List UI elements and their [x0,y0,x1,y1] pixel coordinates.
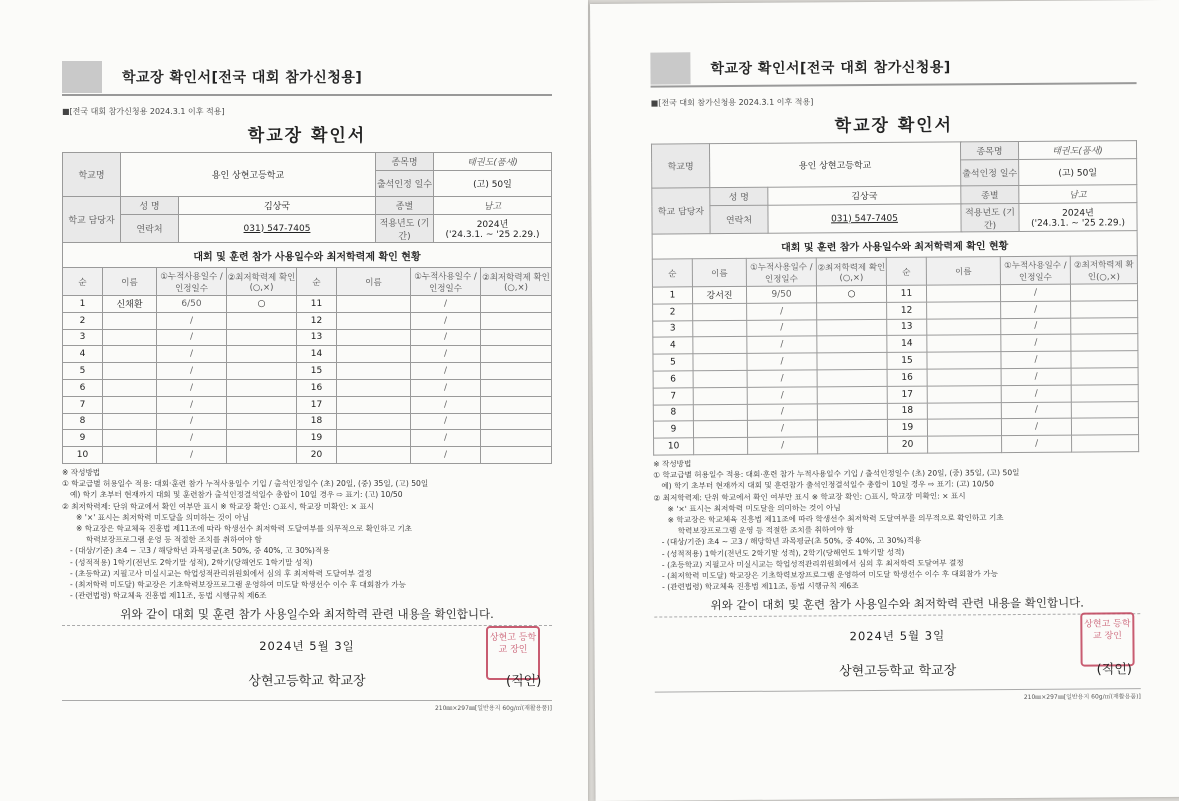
row-name [337,396,411,413]
row-days: / [157,430,227,447]
row-number: 9 [653,421,693,438]
info-table [62,152,552,243]
row-check [481,430,552,447]
row-check [818,437,888,454]
row-name [694,438,748,455]
document-right-content [650,48,1141,704]
row-check [481,447,552,464]
row-number: 10 [63,447,103,464]
school-name: 용인 상현고등학교 [709,142,960,188]
document-right [590,0,1179,801]
doc-title: 학교장 확인서 [247,126,367,146]
row-number: 19 [887,420,927,437]
note-line: - (초등학교) 지필고사 미실시교는 학업성적관리위원회에서 심의 후 최저학력 도달여부 결정 [70,568,372,578]
gender-label: 종별 [961,186,1019,204]
row-number: 16 [887,369,927,386]
row-days: / [747,336,817,353]
year-cell [434,215,552,243]
row-days: / [411,363,481,380]
row-name [927,385,1001,402]
gender-value: 남고 [434,197,552,215]
row-number: 1 [652,287,692,304]
row-check [1070,284,1137,301]
row-days: / [1001,419,1071,436]
seal-stamp: 상현고 등학교 장인 [1080,613,1134,667]
row-days: / [157,379,227,396]
row-check [481,312,552,329]
note-line: ※ 학교장은 학교체육 진흥법 제11조에 따라 학생선수 최저학력 도달여부를 의무적으로 확인하고 기초 [76,523,412,533]
row-check [481,296,552,313]
row-name [693,337,747,354]
note-line: 학력보장프로그램 운영 등 적절한 조치를 취하여야 함 [677,525,854,536]
gender-value: 남고 [1019,185,1137,204]
row-days: / [411,296,481,313]
row-check [1071,368,1138,385]
row-days: / [411,379,481,396]
seal-tail: (직인) [1096,662,1132,678]
row-days: / [748,437,818,454]
row-number: 5 [653,354,693,371]
row-days: / [157,396,227,413]
row-days: / [411,447,481,464]
table-body [63,296,552,464]
participation-table [62,267,552,464]
name-label: 성 명 [710,187,768,205]
doc-title: 학교장 확인서 [834,115,954,137]
row-days: / [1001,335,1071,352]
row-number: 18 [887,403,927,420]
row-name [927,419,1001,436]
row-name [337,363,411,380]
row-days: / [411,312,481,329]
row-name [693,354,747,371]
confirm-text: 위와 같이 대회 및 훈련 참가 사용일수와 최저학력 관련 내용을 확인합니다. [654,595,1140,618]
row-days: / [747,353,817,370]
row-check [1071,384,1138,401]
col-days: ①누적사용일수 /인정일수 [746,258,816,286]
school-label: 학교명 [651,144,709,188]
row-number: 14 [887,336,927,353]
col-no-2: 순 [886,257,926,285]
row-name: 강서진 [692,286,746,303]
principal-text: 상현고등학교 학교장 [839,663,957,680]
row-name: 신채환 [103,296,157,313]
table-row [63,329,552,346]
table-row [654,435,1139,455]
row-number: 11 [297,296,337,313]
row-name [693,387,747,404]
seal-stamp: 상현고 등학교 장인 [486,626,540,680]
gray-block [650,52,690,84]
note-line: - (최저학력 미도달) 학교장은 기초학력보장프로그램 운영하여 미도달 학생선수 이수 후 대회참가 가능 [70,580,406,589]
row-check [817,319,887,336]
table-row [63,379,552,396]
row-days: / [411,430,481,447]
row-number: 7 [653,388,693,405]
row-number: 13 [297,329,337,346]
period-value: ('24.3.1. ~ '25 2.29.) [445,230,540,240]
document-left [0,0,588,801]
row-number: 20 [888,436,928,453]
contact-label: 연락처 [710,205,768,233]
note-line: - (대상/기준) 초4 ~ 고3 / 해당학년 과목평균(초 50%, 중 40%, 고 30%)적용 [661,536,922,547]
col-check-2: ②최저학력제 확인(○,×) [481,268,552,296]
col-no: 순 [652,259,692,287]
paper-size: 210㎜×297㎜[일반용지 60g/㎡(재활용품)] [62,700,552,712]
row-check [481,363,552,380]
manager-label: 학교 담당자 [63,197,121,243]
row-days: 9/50 [746,286,816,303]
col-days-2: ①누적사용일수 /인정일수 [411,268,481,296]
row-check [1071,418,1138,435]
row-number: 9 [63,430,103,447]
row-days: / [1001,301,1071,318]
col-check-2: ②최저학력제 확인(○,×) [1070,256,1137,284]
row-check [227,396,297,413]
row-name [337,379,411,396]
row-days: / [747,303,817,320]
row-name [337,430,411,447]
row-check [817,386,887,403]
attendance-value: (고) 50일 [1019,159,1137,186]
row-number: 6 [653,371,693,388]
row-check [227,379,297,396]
row-days: / [411,396,481,413]
row-days: / [157,312,227,329]
row-days: / [1001,368,1071,385]
row-name [103,329,157,346]
top-title-bar [650,48,1136,87]
row-days: / [411,329,481,346]
row-check [227,346,297,363]
row-number: 14 [297,346,337,363]
row-number: 3 [63,329,103,346]
note-line: 학력보장프로그램 운영 등 적절한 조치를 취하여야 함 [86,535,262,545]
attendance-value: (고) 50일 [434,171,552,197]
row-name [927,369,1001,386]
event-label: 종목명 [376,153,434,171]
row-number: 10 [654,438,694,455]
manager-label: 학교 담당자 [652,188,710,234]
row-number: 19 [297,430,337,447]
subtag: ■[전국 대회 참가신청용 2024.3.1 이후 적용] [650,97,814,108]
school-name: 용인 상현고등학교 [121,153,376,197]
row-name [337,346,411,363]
year-value: 2024년 [1062,208,1094,219]
row-check [817,353,887,370]
row-name [693,320,747,337]
row-number: 12 [297,312,337,329]
row-name [927,318,1001,335]
row-name [337,296,411,313]
col-days: ①누적사용일수 /인정일수 [157,268,227,296]
table-row [63,430,552,447]
row-name [103,312,157,329]
row-name [693,404,747,421]
row-name [337,447,411,464]
row-check [1071,401,1138,418]
col-no-2: 순 [297,268,337,296]
row-name [337,413,411,430]
row-number: 2 [63,312,103,329]
row-number: 12 [887,302,927,319]
row-number: 8 [653,404,693,421]
row-days: / [1001,318,1071,335]
row-days: / [1000,284,1070,301]
row-days: / [157,447,227,464]
row-days: / [157,363,227,380]
manager-name: 김상국 [179,197,376,215]
note-line: ② 최저학력제: 단위 학교에서 확인 여부만 표시 ※ 학교장 확인: ○표시, 학교장 미확인: × 표시 [653,490,966,503]
top-title: 학교장 확인서[전국 대회 참가신청용] [122,70,363,86]
note-line: ※ 작성방법 [62,467,101,477]
row-name [926,285,1000,302]
row-number: 4 [63,346,103,363]
row-days: / [747,404,817,421]
col-days-2: ①누적사용일수 /인정일수 [1000,256,1070,284]
col-name-2: 이름 [337,268,411,296]
row-number: 17 [887,386,927,403]
note-line: - (관련법령) 학교체육 진흥법 제11조, 동법 시행규칙 제6조 [70,591,267,601]
row-name [103,379,157,396]
row-check [227,447,297,464]
row-name [103,363,157,380]
row-name [103,430,157,447]
row-days: / [747,420,817,437]
row-check [1071,351,1138,368]
year-value: 2024년 [476,220,509,230]
row-check [227,329,297,346]
document-left-content [62,60,552,712]
note-line: ※ '×' 표시는 최저학력 미도달을 의미하는 것이 아님 [76,512,250,522]
row-number: 4 [653,337,693,354]
col-name-2: 이름 [926,257,1000,286]
event-value: 태권도(품새) [434,153,552,171]
row-days: / [157,346,227,363]
row-name [337,312,411,329]
date-text: 2024년 5월 3일 [849,628,946,644]
note-line: ※ '×' 표시는 최저학력 미도달을 의미하는 것이 아님 [667,503,841,514]
row-check: ○ [227,296,297,313]
row-check [1072,435,1139,452]
gray-block [62,61,102,93]
event-label: 종목명 [960,142,1018,160]
table-row [63,413,552,430]
row-name [103,346,157,363]
period-value: ('24.3.1. ~ '25 2.29.) [1031,218,1126,229]
col-check: ②최저학력제 확인(○,×) [816,257,886,285]
table-row [63,312,552,329]
row-name [337,329,411,346]
row-days: / [1002,435,1072,452]
row-number: 15 [297,363,337,380]
year-cell [1019,203,1137,232]
row-name [103,447,157,464]
section-title: 대회 및 훈련 참가 사용일수와 최저학력제 확인 현황 [652,231,1138,258]
row-name [103,396,157,413]
contact-label: 연락처 [121,215,179,243]
row-check [481,379,552,396]
row-name [103,413,157,430]
participation-table [652,255,1139,455]
row-check [817,420,887,437]
row-days: / [157,413,227,430]
note-line: - (최저학력 미도달) 학교장은 기초학력보장프로그램 운영하여 미도달 학생선수 이수 후 대회참가 가능 [661,569,999,581]
seal-tail: (직인) [506,674,542,690]
row-check [481,329,552,346]
subtag: ■[전국 대회 참가신청용 2024.3.1 이후 적용] [62,107,225,116]
row-check [227,430,297,447]
notes [62,467,552,601]
note-line: ① 학교급별 허용일수 적용: 대회·훈련 참가 누적사용일수 기입 / 출석인정일수 (초) 20일, (중) 35일, (고) 50일 [62,479,429,489]
row-check [481,396,552,413]
attendance-label: 출석인정 일수 [961,160,1019,186]
row-name [927,335,1001,352]
gender-label: 종별 [376,197,434,215]
note-line: - (성적적용) 1학기(전년도 2학기말 성적), 2학기(당해연도 1학기말 성적) [70,557,313,567]
note-line: - (관련법령) 학교체육 진흥법 제11조, 동법 시행규칙 제6조 [662,581,859,592]
contact-value: 031) 547-7405 [768,204,961,233]
row-name [928,436,1002,453]
row-name [927,402,1001,419]
confirm-text: 위와 같이 대회 및 훈련 참가 사용일수와 최저학력 관련 내용을 확인합니다. [62,606,552,626]
row-check [1071,334,1138,351]
note-line: ※ 학교장은 학교체육 진흥법 제11조에 따라 학생선수 최저학력 도달여부를 의무적으로 확인하고 기초 [667,513,1004,525]
row-check [227,312,297,329]
notes [653,455,1140,593]
table-row [63,296,552,313]
row-number: 6 [63,379,103,396]
note-line: 예) 학기 초부터 현재까지 대회 및 훈련참가 출석인정결석일수 총합이 10일 경우 ⇨ 표기: (고) 10/50 [70,490,403,500]
row-days: / [1001,351,1071,368]
row-name [693,421,747,438]
row-check [817,336,887,353]
row-days: / [1001,402,1071,419]
row-number: 8 [63,413,103,430]
row-number: 1 [63,296,103,313]
row-check [817,369,887,386]
col-name: 이름 [103,268,157,296]
col-check: ②최저학력제 확인(○,×) [227,268,297,296]
row-name [693,370,747,387]
col-no: 순 [63,268,103,296]
top-title: 학교장 확인서[전국 대회 참가신청용] [710,59,951,78]
note-line: - (대상/기준) 초4 ~ 고3 / 해당학년 과목평균(초 50%, 중 40%, 고 30%)적용 [70,546,330,556]
row-number: 2 [653,304,693,321]
row-days: 6/50 [157,296,227,313]
row-number: 13 [887,319,927,336]
row-number: 5 [63,363,103,380]
year-label: 적용년도 (기간) [961,204,1019,232]
row-days: / [157,329,227,346]
row-number: 16 [297,379,337,396]
row-check [481,413,552,430]
row-days: / [411,346,481,363]
row-number: 11 [886,285,926,302]
contact-value: 031) 547-7405 [179,215,376,243]
attendance-label: 출석인정 일수 [376,171,434,197]
row-check [227,413,297,430]
row-days: / [747,370,817,387]
row-number: 18 [297,413,337,430]
row-check [481,346,552,363]
event-value: 태권도(품새) [1018,141,1136,160]
row-name [927,352,1001,369]
top-title-bar [62,60,552,96]
row-name [927,301,1001,318]
row-check [227,363,297,380]
row-days: / [747,387,817,404]
note-line: - (초등학교) 지필고사 미실시교는 학업성적관리위원회에서 심의 후 최저학력 도달여부 결정 [661,558,964,570]
school-label: 학교명 [63,153,121,197]
year-label: 적용년도 (기간) [376,215,434,243]
row-number: 20 [297,447,337,464]
note-line: - (성적적용) 1학기(전년도 2학기말 성적), 2학기(당해연도 1학기말 성적) [661,547,905,559]
row-check [817,403,887,420]
table-row [63,346,552,363]
table-row [63,447,552,464]
manager-name: 김상국 [768,186,961,205]
section-title: 대회 및 훈련 참가 사용일수와 최저학력제 확인 현황 [62,243,552,267]
row-number: 7 [63,396,103,413]
row-name [693,303,747,320]
row-days: / [411,413,481,430]
principal-text: 상현고등학교 학교장 [248,674,366,690]
row-check: ○ [816,285,886,302]
table-body [652,284,1138,455]
paper-size: 210㎜×297㎜[일반용지 60g/㎡(재활용품)] [655,689,1141,704]
note-line: ① 학교급별 허용일수 적용: 대회·훈련 참가 누적사용일수 기입 / 출석인정일수 (초) 20일, (중) 35일, (고) 50일 [653,468,1020,480]
row-days: / [1001,385,1071,402]
row-check [1071,300,1138,317]
info-table [651,140,1138,234]
name-label: 성 명 [121,197,179,215]
row-number: 3 [653,320,693,337]
note-line: 예) 학기 초부터 현재까지 대회 및 훈련참가 출석인정결석일수 총합이 10일 경우 ⇨ 표기: (고) 10/50 [661,479,994,491]
note-line: ※ 작성방법 [653,459,692,469]
row-days: / [747,320,817,337]
col-name: 이름 [692,258,746,286]
note-line: ② 최저학력제: 단위 학교에서 확인 여부만 표시 ※ 학교장 확인: ○표시, 학교장 미확인: × 표시 [62,501,375,511]
row-number: 15 [887,352,927,369]
row-check [817,302,887,319]
date-text: 2024년 5월 3일 [259,639,355,654]
row-check [1071,317,1138,334]
table-row [63,363,552,380]
table-row [63,396,552,413]
row-number: 17 [297,396,337,413]
